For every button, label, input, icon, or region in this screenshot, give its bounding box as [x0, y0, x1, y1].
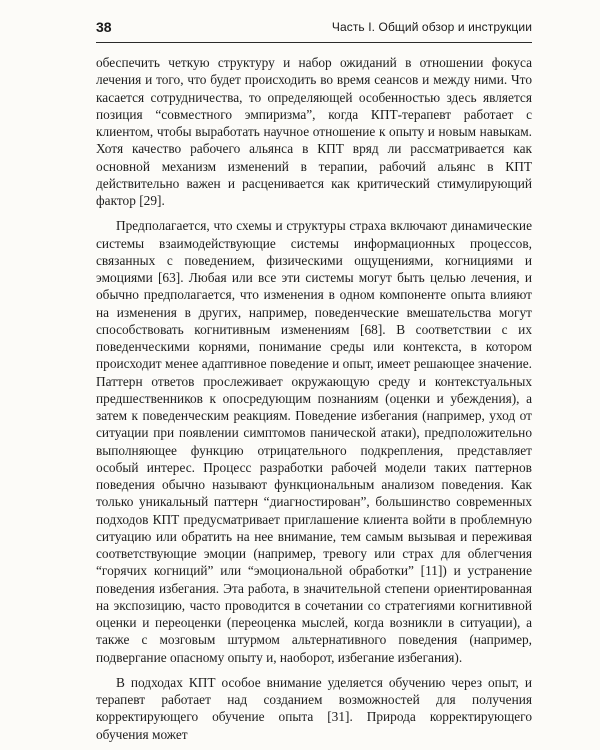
page-number: 38: [96, 19, 112, 35]
page-header: [96, 14, 532, 43]
paragraph-3: В подходах КПТ особое внимание уделяется обучению через опыт, и терапевт работает над созданием возможностей для получения корректирующего обучение опыта [31]. Природа корректирующего обучения может: [96, 674, 532, 742]
body-text: [96, 54, 532, 743]
running-title: Часть I. Общий обзор и инструкции: [331, 20, 532, 34]
paragraph-2: Предполагается, что схемы и структуры страха включают динамические системы взаимодействующие системы информационных процессов, связанных с поведением, физическими ощущениями, когнициями и эмоциями [63]. Любая или все эти системы могут быть целью лечения, и обычно предполагается, что изменения в одном компоненте опыта влияют на изменения в других, например, поведенческие вмешательства могут способствовать когнитивным изменениям [68]. В соответствии с их поведенческими корнями, понимание среды или контекста, в котором происходит менее адаптивное поведение и опыт, имеет решающее значение. Паттерн ответов прослеживает окружающую среду и контекстуальных предшественников к опосредующим познаниям (оценки и убеждения), а затем к поведенческим реакциям. Поведение избегания (например, уход от ситуации при появлении симптомов панической атаки), предположительно выполняющее функцию отрицательного подкрепления, представляет особый интерес. Процесс разработки рабочей модели таких паттернов поведения обычно называют функциональным анализом поведения. Как только уникальный паттерн “диагностирован”, большинство современных подходов КПТ предусматривает приглашение клиента войти в проблемную ситуацию или обратить на нее внимание, тем самым вызывая и переживая соответствующие эмоции (например, тревогу или страх для облегчения “горячих когниций” или “эмоциональной обработки” [11]) и устранение поведения избегания. Эта работа, в значительной степени ориентированная на экспозицию, часто проводится в сочетании со стратегиями когнитивной оценки и переоценки (переоценка мыслей, когда возникли в ситуации), а также с мозговым штурмом альтернативного поведения (например, подвергание опасному опыту и, наоборот, избегание избегания).: [96, 218, 532, 665]
paragraph-1: обеспечить четкую структуру и набор ожиданий в отношении фокуса лечения и того, что будет происходить во время сеансов и между ними. Что касается сотрудничества, то определяющей особенностью здесь является позиция “совместного эмпиризма”, когда КПТ-терапевт работает с клиентом, чтобы выработать научное отношение к опыту и новым навыкам. Хотя качество рабочего альянса в КПТ вряд ли рассматривается как основной механизм изменений в терапии, рабочий альянс в КПТ действительно важен и расценивается как критический стимулирующий фактор [29].: [96, 55, 532, 208]
